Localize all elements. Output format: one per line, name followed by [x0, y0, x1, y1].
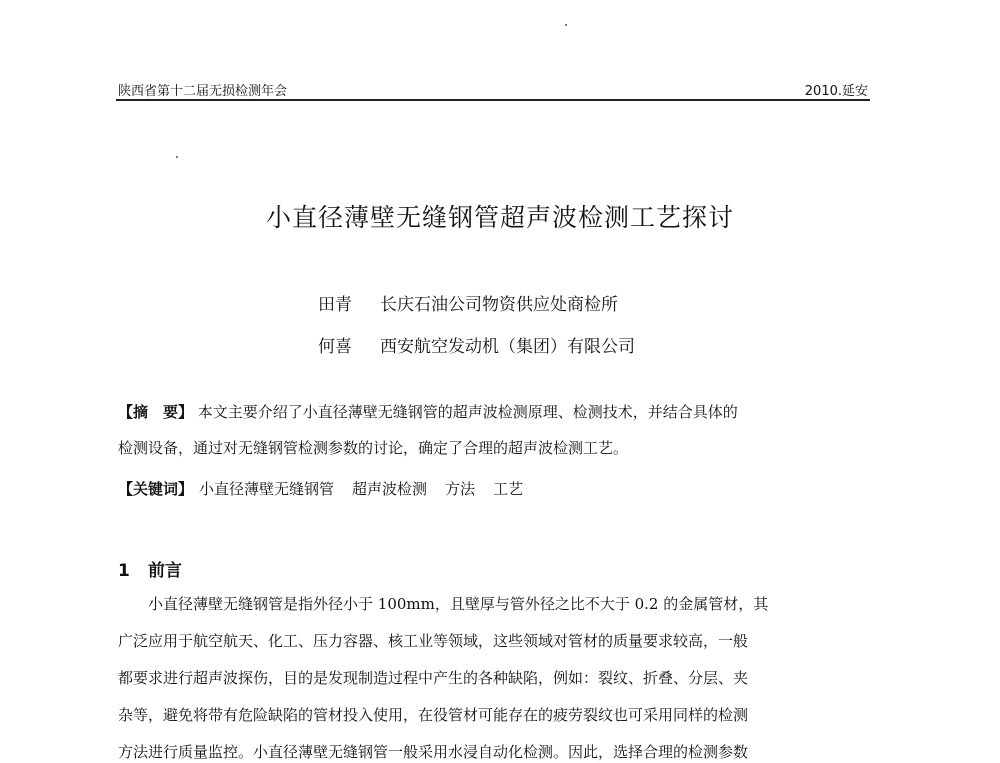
body-line: 都要求进行超声波探伤，目的是发现制造过程中产生的各种缺陷，例如：裂纹、折叠、分层、夹: [118, 669, 749, 687]
keyword: 小直径薄壁无缝钢管: [199, 480, 335, 498]
abstract-label: 【摘 要】: [118, 403, 194, 421]
body-line: 小直径薄壁无缝钢管是指外径小于 100mm，且壁厚与管外径之比不大于 0.2 的金属管材，其: [118, 595, 769, 613]
body-line: 杂等，避免将带有危险缺陷的管材投入使用，在役管材可能存在的疲劳裂纹也可采用同样的检测: [118, 706, 749, 724]
paper-title: 小直径薄壁无缝钢管超声波检测工艺探讨: [265, 203, 734, 232]
section-heading: [118, 556, 182, 581]
abstract-line: [118, 401, 872, 423]
body-line: 广泛应用于航空航天、化工、压力容器、核工业等领域，这些领域对管材的质量要求较高，一般: [118, 632, 749, 650]
section-title: 前言: [148, 561, 182, 581]
running-header: [118, 80, 868, 100]
keywords-label: 【关键词】: [118, 480, 194, 498]
section-number: 1: [118, 561, 130, 581]
abstract-text: 本文主要介绍了小直径薄壁无缝钢管的超声波检测原理、检测技术，并结合具体的: [197, 403, 738, 421]
scan-speck: [565, 24, 567, 26]
author-name: 田青: [318, 295, 352, 315]
keyword: 超声波检测: [352, 480, 428, 498]
header-rule: [116, 99, 870, 101]
header-conference: 陕西省第十二届无损检测年会: [118, 84, 288, 99]
author-line: [318, 332, 635, 357]
abstract-text: 检测设备，通过对无缝钢管检测参数的讨论，确定了合理的超声波检测工艺。: [118, 439, 629, 457]
author-affiliation: 长庆石油公司物资供应处商检所: [380, 295, 618, 315]
header-year-location: 2010.延安: [804, 84, 868, 99]
abstract-line: [118, 437, 872, 459]
keywords-line: [118, 478, 872, 500]
scan-speck: [176, 156, 178, 158]
author-line: [318, 290, 618, 315]
author-name: 何喜: [318, 337, 352, 357]
body-line: 方法进行质量监控。小直径薄壁无缝钢管一般采用水浸自动化检测。因此，选择合理的检测参数: [118, 743, 749, 761]
keyword: 方法: [445, 480, 476, 498]
author-affiliation: 西安航空发动机（集团）有限公司: [380, 337, 635, 357]
keyword: 工艺: [493, 480, 524, 498]
